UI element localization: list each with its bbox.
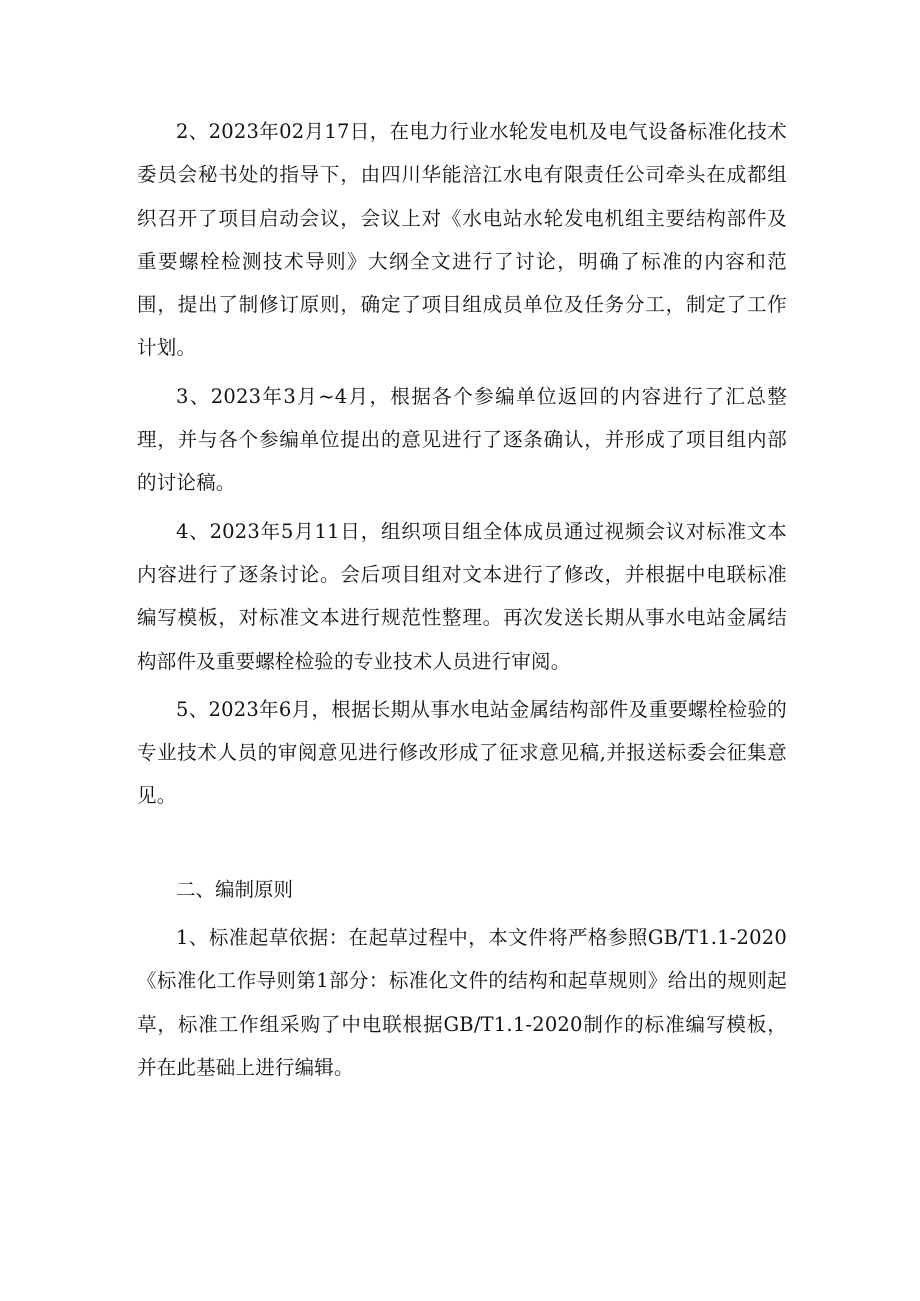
section-gap [137,818,787,868]
section-paragraph-item-1: 1、标准起草依据：在起草过程中，本文件将严格参照GB/T1.1-2020《标准化工作导则第1部分：标准化文件的结构和起草规则》给出的规则起草，标准工作组采购了中电联根据GB/T1.1-2020制作的标准编写模板，并在此基础上进行编辑。 [137,926,787,1079]
section-heading: 二、编制原则 [176,877,294,901]
paragraph-item-4: 4、2023年5月11日，组织项目组全体成员通过视频会议对标准文本内容进行了逐条讨论。会后项目组对文本进行了修改，并根据中电联标准编写模板，对标准文本进行规范性整理。再次发送长期从事水电站金属结构部件及重要螺栓检验的专业技术人员进行审阅。 [137,519,787,673]
paragraph-item-5: 5、2023年6月，根据长期从事水电站金属结构部件及重要螺栓检验的专业技术人员的审阅意见进行修改形成了征求意见稿,并报送标委会征集意见。 [137,697,787,808]
paragraph-item-2: 2、2023年02月17日，在电力行业水轮发电机及电气设备标准化技术委员会秘书处的指导下，由四川华能涪江水电有限责任公司牵头在成都组织召开了项目启动会议，会议上对《水电站水轮发电机组主要结构部件及重要螺栓检测技术导则》大纲全文进行了讨论，明确了标准的内容和范围，提出了制修订原则，确定了项目组成员单位及任务分工，制定了工作计划。 [137,120,787,360]
document-body [137,110,787,1089]
paragraph-item-3: 3、2023年3月~4月，根据各个参编单位返回的内容进行了汇总整理，并与各个参编单位提出的意见进行了逐条确认，并形成了项目组内部的讨论稿。 [137,384,787,495]
